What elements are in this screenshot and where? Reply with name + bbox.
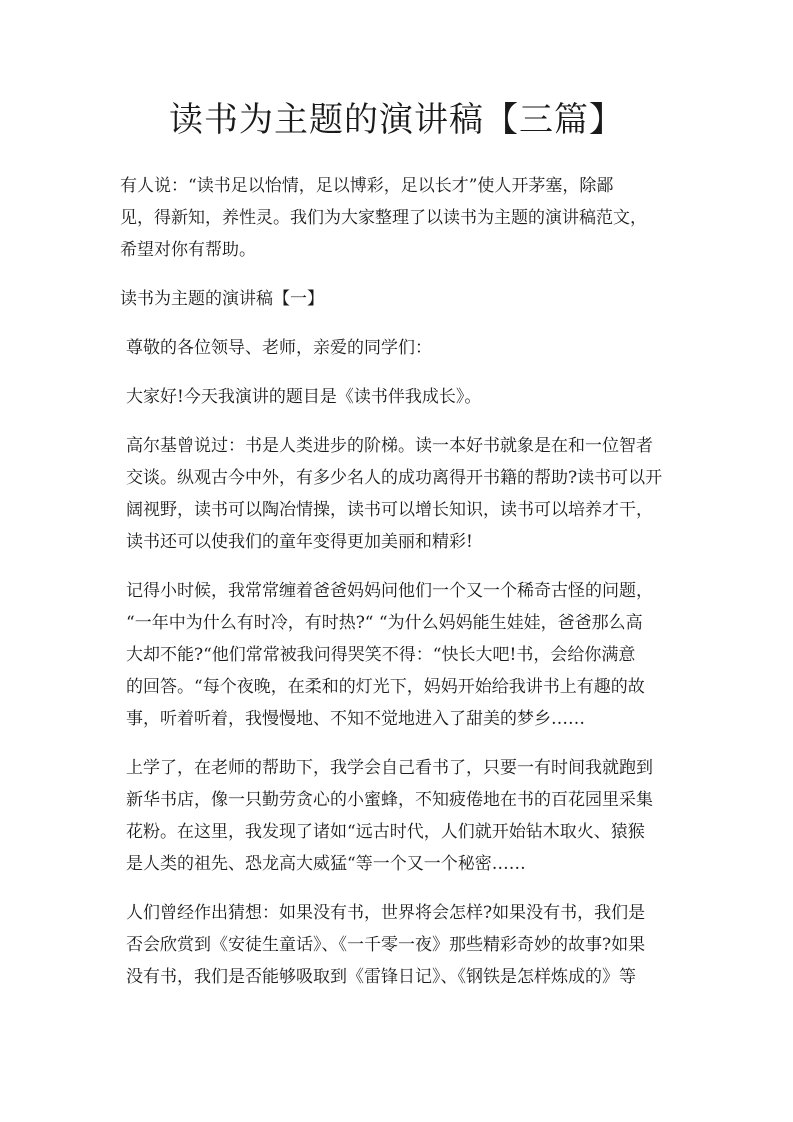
text-line: 没有书，我们是否能够吸取到《雷锋日记》、《钢铁是怎样炼成的》等 xyxy=(126,967,636,987)
text-line: “一年中为什么有时冷，有时热?“ “为什么妈妈能生娃娃，爸爸那么高 xyxy=(126,613,643,633)
body-paragraph xyxy=(120,752,676,880)
text-line: 否会欣赏到《安徒生童话》、《一千零一夜》那些精彩奇妙的故事?如果 xyxy=(126,935,646,955)
text-line: 阔视野，读书可以陶冶情操，读书可以增长知识，读书可以培养才干， xyxy=(126,500,653,520)
text-line: 的回答。“每个夜晚，在柔和的灯光下，妈妈开始给我讲书上有趣的故 xyxy=(126,677,645,697)
text-line: 见，得新知，养性灵。我们为大家整理了以读书为主题的演讲稿范文， xyxy=(120,208,647,228)
text-line: 上学了，在老师的帮助下，我学会自己看书了，只要一有时间我就跑到 xyxy=(126,758,653,778)
text-line: 是人类的祖先、恐龙高大威猛“等一个又一个秘密…… xyxy=(126,854,526,874)
section-heading xyxy=(120,283,676,315)
text-line: 尊敬的各位领导、老师，亲爱的同学们： xyxy=(126,338,432,358)
body-paragraph xyxy=(120,897,676,993)
document-title: 读书为主题的演讲稿【三篇】 xyxy=(169,100,624,140)
text-line: 读书为主题的演讲稿【一】 xyxy=(120,289,324,309)
body-paragraph xyxy=(120,575,676,735)
text-line: 交谈。纵观古今中外，有多少名人的成功离得开书籍的帮助?读书可以开 xyxy=(126,468,663,488)
text-line: 大家好!今天我演讲的题目是《读书伴我成长》。 xyxy=(126,387,482,407)
text-line: 读书还可以使我们的童年变得更加美丽和精彩! xyxy=(126,532,473,552)
salutation-paragraph xyxy=(120,332,676,364)
intro-paragraph xyxy=(120,170,676,266)
text-line: 有人说：“读书足以怡情，足以博彩，足以长才”使人开茅塞，除鄙 xyxy=(120,176,614,196)
text-line: 事，听着听着，我慢慢地、不知不觉地进入了甜美的梦乡…… xyxy=(126,709,585,729)
text-line: 记得小时候，我常常缠着爸爸妈妈问他们一个又一个稀奇古怪的问题， xyxy=(126,581,653,601)
text-line: 大却不能?“他们常常被我问得哭笑不得：“快长大吧!书，会给你满意 xyxy=(126,645,636,665)
document-body xyxy=(120,170,676,1010)
text-line: 人们曾经作出猜想：如果没有书，世界将会怎样?如果没有书，我们是 xyxy=(126,903,646,923)
text-line: 高尔基曾说过：书是人类进步的阶梯。读一本好书就象是在和一位智者 xyxy=(126,436,653,456)
text-line: 花粉。在这里，我发现了诸如“远古时代，人们就开始钻木取火、猿猴 xyxy=(126,822,645,842)
text-line: 希望对你有帮助。 xyxy=(120,240,256,260)
text-line: 新华书店，像一只勤劳贪心的小蜜蜂，不知疲倦地在书的百花园里采集 xyxy=(126,790,653,810)
body-paragraph xyxy=(120,430,676,558)
greeting-paragraph xyxy=(120,381,676,413)
